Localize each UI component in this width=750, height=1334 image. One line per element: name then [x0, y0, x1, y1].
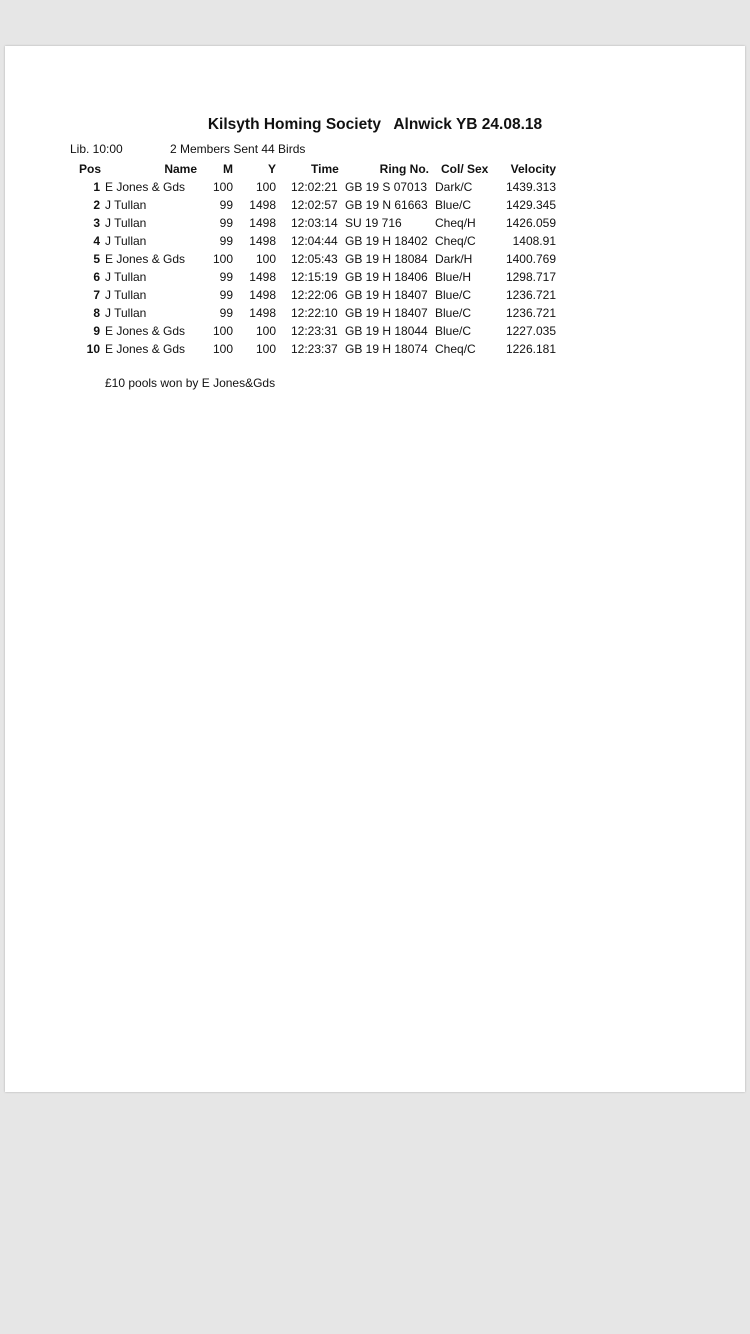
- cell-y: 100: [255, 180, 276, 194]
- cell-col-sex: Dark/C: [435, 180, 473, 194]
- cell-y: 1498: [249, 306, 276, 320]
- table-row: [5, 286, 745, 304]
- cell-velocity: 1298.717: [505, 270, 556, 284]
- cell-velocity: 1426.059: [505, 216, 556, 230]
- cell-y: 1498: [249, 216, 276, 230]
- document-title: [5, 116, 745, 134]
- cell-time: 12:05:43: [291, 252, 338, 266]
- cell-m: 100: [212, 324, 233, 338]
- cell-name: J Tullan: [105, 198, 147, 212]
- cell-name: E Jones & Gds: [105, 252, 186, 266]
- cell-pos: 8: [93, 306, 100, 320]
- cell-m: 99: [219, 198, 233, 212]
- cell-time: 12:23:37: [291, 342, 338, 356]
- cell-y: 100: [255, 324, 276, 338]
- header-col-sex: Col/ Sex: [441, 162, 489, 176]
- cell-name: J Tullan: [105, 216, 147, 230]
- cell-m: 100: [212, 180, 233, 194]
- cell-velocity: 1236.721: [505, 288, 556, 302]
- cell-m: 99: [219, 216, 233, 230]
- cell-m: 99: [219, 306, 233, 320]
- cell-col-sex: Cheq/C: [435, 342, 476, 356]
- cell-time: 12:02:57: [291, 198, 338, 212]
- race-name: Alnwick YB 24.08.18: [393, 116, 543, 133]
- table-header: [5, 160, 745, 178]
- cell-ring: SU 19 716: [345, 216, 402, 230]
- header-name: Name: [164, 162, 197, 176]
- cell-y: 1498: [249, 198, 276, 212]
- race-meta: [70, 142, 305, 156]
- table-row: [5, 304, 745, 322]
- cell-y: 1498: [249, 234, 276, 248]
- cell-velocity: 1408.91: [512, 234, 556, 248]
- cell-col-sex: Blue/C: [435, 288, 472, 302]
- cell-m: 99: [219, 288, 233, 302]
- table-row: [5, 268, 745, 286]
- cell-ring: GB 19 H 18406: [345, 270, 428, 284]
- cell-m: 100: [212, 252, 233, 266]
- cell-y: 1498: [249, 270, 276, 284]
- cell-col-sex: Cheq/C: [435, 234, 476, 248]
- cell-time: 12:22:10: [291, 306, 338, 320]
- header-ring: Ring No.: [379, 162, 429, 176]
- table-body: [5, 178, 745, 358]
- header-pos: Pos: [79, 162, 102, 176]
- cell-time: 12:03:14: [291, 216, 338, 230]
- cell-time: 12:23:31: [291, 324, 338, 338]
- cell-velocity: 1236.721: [505, 306, 556, 320]
- cell-ring: GB 19 H 18074: [345, 342, 428, 356]
- members-summary: 2 Members Sent 44 Birds: [170, 142, 306, 156]
- cell-velocity: 1439.313: [505, 180, 556, 194]
- cell-velocity: 1429.345: [505, 198, 556, 212]
- cell-y: 1498: [249, 288, 276, 302]
- cell-ring: GB 19 H 18084: [345, 252, 428, 266]
- table-row: [5, 196, 745, 214]
- cell-ring: GB 19 H 18407: [345, 288, 428, 302]
- cell-pos: 2: [93, 198, 100, 212]
- cell-y: 100: [255, 342, 276, 356]
- cell-velocity: 1226.181: [505, 342, 556, 356]
- cell-time: 12:15:19: [291, 270, 338, 284]
- cell-col-sex: Dark/H: [435, 252, 473, 266]
- cell-pos: 6: [93, 270, 100, 284]
- cell-name: E Jones & Gds: [105, 342, 186, 356]
- cell-pos: 4: [93, 234, 100, 248]
- cell-ring: GB 19 S 07013: [345, 180, 428, 194]
- cell-col-sex: Blue/C: [435, 306, 472, 320]
- cell-name: J Tullan: [105, 288, 147, 302]
- cell-ring: GB 19 H 18407: [345, 306, 428, 320]
- club-name: Kilsyth Homing Society: [207, 116, 381, 133]
- cell-pos: 1: [93, 180, 100, 194]
- cell-velocity: 1400.769: [505, 252, 556, 266]
- header-velocity: Velocity: [510, 162, 556, 176]
- table-row: [5, 322, 745, 340]
- cell-ring: GB 19 H 18402: [345, 234, 428, 248]
- header-time: Time: [311, 162, 339, 176]
- cell-col-sex: Cheq/H: [435, 216, 476, 230]
- cell-name: J Tullan: [105, 234, 147, 248]
- cell-y: 100: [255, 252, 276, 266]
- cell-pos: 10: [86, 342, 100, 356]
- cell-time: 12:22:06: [291, 288, 338, 302]
- cell-ring: GB 19 N 61663: [345, 198, 428, 212]
- table-row: [5, 340, 745, 358]
- cell-pos: 7: [93, 288, 100, 302]
- cell-name: E Jones & Gds: [105, 324, 186, 338]
- cell-col-sex: Blue/C: [435, 198, 472, 212]
- pools-note: £10 pools won by E Jones&Gds: [105, 376, 276, 390]
- results-table: [5, 160, 745, 358]
- liberation-time: Lib. 10:00: [70, 142, 123, 156]
- cell-pos: 5: [93, 252, 100, 266]
- cell-name: E Jones & Gds: [105, 180, 186, 194]
- cell-pos: 9: [93, 324, 100, 338]
- cell-col-sex: Blue/C: [435, 324, 472, 338]
- table-row: [5, 214, 745, 232]
- header-m: M: [223, 162, 233, 176]
- cell-pos: 3: [93, 216, 100, 230]
- cell-ring: GB 19 H 18044: [345, 324, 428, 338]
- cell-m: 99: [219, 234, 233, 248]
- cell-col-sex: Blue/H: [435, 270, 472, 284]
- document-page: [5, 46, 745, 1092]
- cell-m: 100: [212, 342, 233, 356]
- cell-time: 12:02:21: [291, 180, 338, 194]
- table-row: [5, 178, 745, 196]
- cell-name: J Tullan: [105, 270, 147, 284]
- cell-velocity: 1227.035: [505, 324, 556, 338]
- header-y: Y: [267, 162, 276, 176]
- cell-name: J Tullan: [105, 306, 147, 320]
- cell-m: 99: [219, 270, 233, 284]
- cell-time: 12:04:44: [291, 234, 338, 248]
- table-row: [5, 250, 745, 268]
- table-row: [5, 232, 745, 250]
